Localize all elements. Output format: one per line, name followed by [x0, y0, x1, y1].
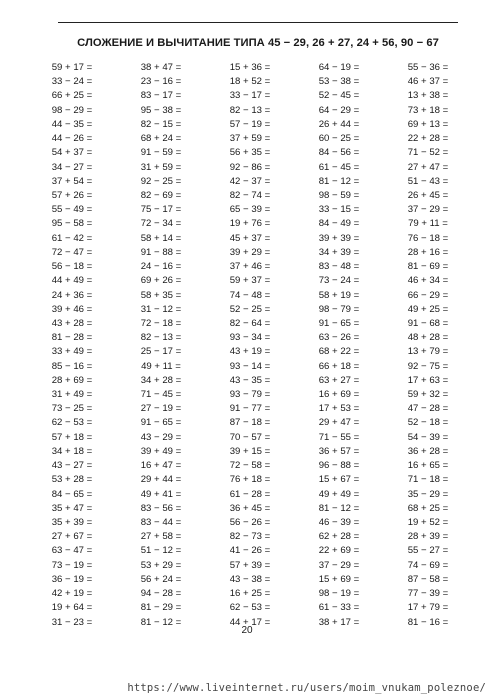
- exercise-item: 33 − 17 =: [229, 90, 271, 102]
- exercise-item: 44 + 17 =: [229, 616, 271, 628]
- exercise-item: 37 + 59 =: [229, 133, 271, 145]
- exercise-item: 68 + 22 =: [318, 346, 360, 358]
- exercise-item: 85 − 16 =: [51, 360, 93, 372]
- exercise-item: 83 − 56 =: [140, 502, 182, 514]
- exercise-item: 73 + 18 =: [407, 104, 449, 116]
- exercise-item: 72 − 58 =: [229, 460, 271, 472]
- exercise-item: 52 − 25 =: [229, 303, 271, 315]
- exercise-column-1: [30, 62, 114, 628]
- exercise-item: 57 + 26 =: [51, 189, 93, 201]
- exercise-item: 91 − 88 =: [140, 246, 182, 258]
- exercise-item: 33 + 49 =: [51, 346, 93, 358]
- exercise-item: 54 + 37 =: [51, 147, 93, 159]
- exercise-item: 91 − 59 =: [140, 147, 182, 159]
- exercise-item: 82 − 13 =: [140, 332, 182, 344]
- exercise-item: 17 + 79 =: [407, 602, 449, 614]
- exercise-item: 61 − 42 =: [51, 232, 93, 244]
- exercise-item: 43 − 38 =: [229, 573, 271, 585]
- exercise-item: 46 − 39 =: [318, 517, 360, 528]
- exercise-item: 41 − 26 =: [229, 545, 271, 557]
- exercise-item: 56 + 24 =: [140, 573, 182, 585]
- exercise-item: 31 − 23 =: [51, 616, 93, 628]
- exercise-item: 25 − 17 =: [140, 346, 182, 358]
- exercise-item: 43 − 27 =: [51, 460, 93, 472]
- page-title: СЛОЖЕНИЕ И ВЫЧИТАНИЕ ТИПА 45 − 29, 26 + 27, 24 + 56, 90 − 67: [77, 37, 439, 49]
- exercise-item: 57 − 19 =: [229, 118, 271, 130]
- exercise-item: 52 − 45 =: [318, 90, 360, 102]
- exercise-item: 81 − 69 =: [407, 261, 449, 273]
- exercise-item: 62 − 53 =: [229, 602, 271, 614]
- exercise-item: 15 + 36 =: [229, 62, 271, 73]
- exercise-item: 34 + 28 =: [140, 374, 182, 386]
- exercise-item: 75 − 17 =: [140, 204, 182, 216]
- exercise-item: 98 − 29 =: [51, 104, 93, 116]
- exercise-item: 34 − 27 =: [51, 161, 93, 173]
- exercise-item: 66 + 18 =: [318, 360, 360, 372]
- exercise-item: 13 + 38 =: [407, 90, 449, 102]
- exercise-item: 53 + 29 =: [140, 559, 182, 571]
- exercise-item: 51 − 43 =: [407, 175, 449, 187]
- exercise-item: 28 + 16 =: [407, 246, 449, 258]
- exercise-item: 93 − 14 =: [229, 360, 271, 372]
- exercise-item: 38 + 47 =: [140, 62, 182, 73]
- exercise-item: 42 − 37 =: [229, 175, 271, 187]
- exercise-item: 61 − 33 =: [318, 602, 360, 614]
- exercise-item: 57 + 39 =: [229, 559, 271, 571]
- exercise-item: 55 − 36 =: [407, 62, 449, 73]
- exercise-item: 17 + 53 =: [318, 403, 360, 415]
- exercise-item: 72 − 34 =: [140, 218, 182, 230]
- exercise-item: 70 − 57 =: [229, 431, 271, 443]
- exercise-item: 28 + 39 =: [407, 531, 449, 543]
- exercise-item: 72 − 18 =: [140, 317, 182, 329]
- exercise-item: 36 + 28 =: [407, 445, 449, 457]
- exercise-item: 65 − 39 =: [229, 204, 271, 216]
- exercise-item: 19 + 52 =: [407, 517, 449, 528]
- exercise-item: 59 + 17 =: [51, 62, 93, 73]
- exercise-item: 64 − 19 =: [318, 62, 360, 73]
- exercise-item: 37 + 46 =: [229, 261, 271, 273]
- exercise-item: 37 − 29 =: [318, 559, 360, 571]
- exercise-item: 55 − 49 =: [51, 204, 93, 216]
- exercise-item: 93 − 79 =: [229, 389, 271, 401]
- exercise-item: 95 − 58 =: [51, 218, 93, 230]
- exercise-item: 13 + 79 =: [407, 346, 449, 358]
- exercise-item: 44 + 49 =: [51, 275, 93, 287]
- exercise-item: 44 − 35 =: [51, 118, 93, 130]
- exercise-item: 34 + 39 =: [318, 246, 360, 258]
- exercise-item: 64 − 29 =: [318, 104, 360, 116]
- exercise-item: 81 − 28 =: [51, 332, 93, 344]
- exercise-item: 15 + 69 =: [318, 573, 360, 585]
- exercise-item: 96 − 88 =: [318, 460, 360, 472]
- exercise-item: 24 + 36 =: [51, 289, 93, 301]
- top-rule: [58, 22, 458, 23]
- exercise-item: 68 + 24 =: [140, 133, 182, 145]
- exercise-item: 71 − 55 =: [318, 431, 360, 443]
- exercise-item: 79 + 11 =: [408, 218, 448, 230]
- exercise-item: 17 + 63 =: [407, 374, 449, 386]
- exercise-item: 93 − 34 =: [229, 332, 271, 344]
- exercise-item: 59 + 32 =: [407, 389, 449, 401]
- exercise-item: 49 + 49 =: [318, 488, 360, 500]
- exercise-item: 66 − 29 =: [407, 289, 449, 301]
- exercise-item: 98 − 19 =: [318, 588, 360, 600]
- exercise-item: 56 − 26 =: [229, 517, 271, 528]
- exercise-item: 81 − 12 =: [140, 616, 182, 628]
- exercise-item: 72 − 47 =: [51, 246, 93, 258]
- exercise-item: 71 − 18 =: [407, 474, 449, 486]
- exercise-item: 27 + 67 =: [51, 531, 93, 543]
- exercise-item: 33 − 15 =: [318, 204, 360, 216]
- exercise-item: 74 − 48 =: [229, 289, 271, 301]
- exercise-item: 84 − 49 =: [318, 218, 360, 230]
- exercise-item: 98 − 59 =: [318, 189, 360, 201]
- exercise-item: 37 + 54 =: [51, 175, 93, 187]
- exercise-item: 58 + 35 =: [140, 289, 182, 301]
- exercise-item: 84 − 56 =: [318, 147, 360, 159]
- exercise-item: 61 − 28 =: [229, 488, 271, 500]
- exercise-item: 52 − 18 =: [407, 417, 449, 429]
- exercise-item: 71 − 45 =: [140, 389, 182, 401]
- exercise-item: 48 + 28 =: [407, 332, 449, 344]
- exercise-item: 73 − 25 =: [51, 403, 93, 415]
- exercise-item: 95 − 38 =: [140, 104, 182, 116]
- exercise-item: 36 − 19 =: [51, 573, 93, 585]
- exercise-column-5: [386, 62, 470, 628]
- exercise-item: 15 + 67 =: [318, 474, 360, 486]
- exercise-item: 49 + 25 =: [407, 303, 449, 315]
- exercise-item: 19 + 76 =: [229, 218, 271, 230]
- exercise-item: 62 + 28 =: [318, 531, 360, 543]
- exercise-item: 31 − 12 =: [140, 303, 182, 315]
- exercise-item: 43 + 19 =: [229, 346, 271, 358]
- exercise-item: 16 + 65 =: [407, 460, 449, 472]
- exercise-item: 43 − 29 =: [140, 431, 182, 443]
- exercise-item: 27 − 19 =: [140, 403, 182, 415]
- exercise-item: 76 − 18 =: [407, 232, 449, 244]
- exercise-item: 62 − 53 =: [51, 417, 93, 429]
- exercise-item: 61 − 45 =: [318, 161, 360, 173]
- exercise-item: 26 + 45 =: [407, 189, 449, 201]
- exercise-item: 39 + 15 =: [229, 445, 271, 457]
- exercise-item: 19 + 64 =: [51, 602, 93, 614]
- exercise-item: 69 + 26 =: [140, 275, 182, 287]
- page-number: 20: [241, 625, 253, 636]
- exercise-item: 91 − 68 =: [407, 317, 449, 329]
- exercise-item: 83 − 48 =: [318, 261, 360, 273]
- exercise-item: 33 − 24 =: [51, 76, 93, 88]
- exercise-item: 51 − 12 =: [140, 545, 182, 557]
- exercise-item: 91 − 65 =: [140, 417, 182, 429]
- exercise-item: 58 + 14 =: [140, 232, 182, 244]
- exercise-item: 46 + 37 =: [407, 76, 449, 88]
- exercise-item: 66 + 25 =: [51, 90, 93, 102]
- exercise-item: 43 + 28 =: [51, 317, 93, 329]
- exercise-item: 49 + 11 =: [141, 360, 181, 372]
- exercise-item: 57 + 18 =: [51, 431, 93, 443]
- exercise-item: 35 + 47 =: [51, 502, 93, 514]
- exercise-item: 24 − 16 =: [140, 261, 182, 273]
- exercise-grid: [30, 62, 470, 628]
- exercise-item: 91 − 65 =: [318, 317, 360, 329]
- exercise-item: 91 − 77 =: [229, 403, 271, 415]
- exercise-item: 34 + 18 =: [51, 445, 93, 457]
- exercise-item: 53 + 28 =: [51, 474, 93, 486]
- exercise-item: 39 + 46 =: [51, 303, 93, 315]
- exercise-item: 23 − 16 =: [140, 76, 182, 88]
- exercise-item: 83 − 44 =: [140, 517, 182, 528]
- exercise-item: 36 + 57 =: [318, 445, 360, 457]
- exercise-item: 44 − 26 =: [51, 133, 93, 145]
- exercise-item: 39 + 39 =: [318, 232, 360, 244]
- exercise-item: 68 + 25 =: [407, 502, 449, 514]
- exercise-item: 47 − 28 =: [407, 403, 449, 415]
- exercise-item: 39 + 29 =: [229, 246, 271, 258]
- exercise-item: 46 + 34 =: [407, 275, 449, 287]
- exercise-column-2: [119, 62, 203, 628]
- exercise-item: 55 − 27 =: [407, 545, 449, 557]
- exercise-item: 63 + 27 =: [318, 374, 360, 386]
- exercise-item: 92 − 25 =: [140, 175, 182, 187]
- exercise-item: 59 + 37 =: [229, 275, 271, 287]
- exercise-column-4: [297, 62, 381, 628]
- exercise-item: 35 + 39 =: [51, 517, 93, 528]
- exercise-item: 31 + 49 =: [51, 389, 93, 401]
- exercise-item: 54 − 39 =: [407, 431, 449, 443]
- exercise-item: 29 + 44 =: [140, 474, 182, 486]
- exercise-item: 92 − 86 =: [229, 161, 271, 173]
- exercise-item: 77 − 39 =: [407, 588, 449, 600]
- exercise-item: 58 + 19 =: [318, 289, 360, 301]
- exercise-item: 63 − 47 =: [51, 545, 93, 557]
- exercise-item: 28 + 69 =: [51, 374, 93, 386]
- exercise-item: 22 + 69 =: [318, 545, 360, 557]
- watermark-url: https://www.liveinternet.ru/users/moim_vnukam_poleznoe/: [127, 682, 486, 694]
- exercise-item: 56 + 35 =: [229, 147, 271, 159]
- exercise-item: 29 + 47 =: [318, 417, 360, 429]
- exercise-item: 87 − 18 =: [229, 417, 271, 429]
- exercise-item: 98 − 79 =: [318, 303, 360, 315]
- exercise-item: 49 + 41 =: [140, 488, 182, 500]
- exercise-item: 60 − 25 =: [318, 133, 360, 145]
- exercise-item: 81 − 29 =: [140, 602, 182, 614]
- exercise-item: 83 − 17 =: [140, 90, 182, 102]
- exercise-item: 38 + 17 =: [318, 616, 360, 628]
- exercise-item: 73 − 24 =: [318, 275, 360, 287]
- exercise-item: 45 + 37 =: [229, 232, 271, 244]
- exercise-item: 16 + 25 =: [229, 588, 271, 600]
- exercise-item: 82 − 13 =: [229, 104, 271, 116]
- exercise-item: 16 + 69 =: [318, 389, 360, 401]
- exercise-item: 63 − 26 =: [318, 332, 360, 344]
- exercise-item: 18 + 52 =: [229, 76, 271, 88]
- exercise-item: 56 − 18 =: [51, 261, 93, 273]
- exercise-item: 53 − 38 =: [318, 76, 360, 88]
- exercise-item: 82 − 15 =: [140, 118, 182, 130]
- exercise-item: 73 − 19 =: [51, 559, 93, 571]
- exercise-item: 84 − 65 =: [51, 488, 93, 500]
- exercise-item: 36 + 45 =: [229, 502, 271, 514]
- exercise-item: 82 − 64 =: [229, 317, 271, 329]
- exercise-item: 81 − 16 =: [407, 616, 449, 628]
- exercise-item: 81 − 12 =: [318, 502, 360, 514]
- exercise-item: 26 + 44 =: [318, 118, 360, 130]
- exercise-item: 43 − 35 =: [229, 374, 271, 386]
- exercise-item: 37 − 29 =: [407, 204, 449, 216]
- exercise-item: 16 + 47 =: [140, 460, 182, 472]
- exercise-item: 22 + 28 =: [407, 133, 449, 145]
- exercise-item: 31 + 59 =: [140, 161, 182, 173]
- exercise-item: 39 + 49 =: [140, 445, 182, 457]
- exercise-item: 71 − 52 =: [407, 147, 449, 159]
- exercise-item: 81 − 12 =: [318, 175, 360, 187]
- exercise-item: 87 − 58 =: [407, 573, 449, 585]
- exercise-item: 82 − 73 =: [229, 531, 271, 543]
- exercise-item: 27 + 58 =: [140, 531, 182, 543]
- exercise-item: 27 + 47 =: [407, 161, 449, 173]
- exercise-item: 35 − 29 =: [407, 488, 449, 500]
- exercise-item: 74 − 69 =: [407, 559, 449, 571]
- exercise-item: 82 − 74 =: [229, 189, 271, 201]
- exercise-item: 82 − 69 =: [140, 189, 182, 201]
- exercise-item: 92 − 75 =: [407, 360, 449, 372]
- exercise-item: 69 + 13 =: [407, 118, 449, 130]
- exercise-column-3: [208, 62, 292, 628]
- exercise-item: 76 + 18 =: [229, 474, 271, 486]
- exercise-item: 42 + 19 =: [51, 588, 93, 600]
- exercise-item: 94 − 28 =: [140, 588, 182, 600]
